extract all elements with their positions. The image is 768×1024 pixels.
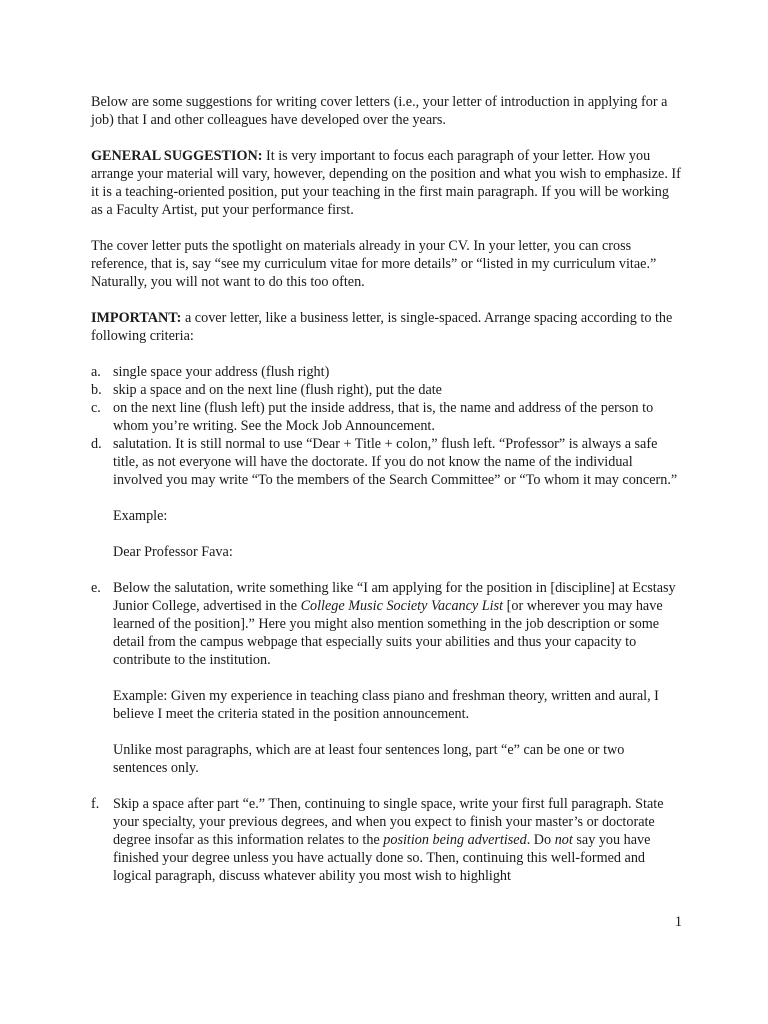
cv-paragraph: The cover letter puts the spotlight on materials already in your CV. In your letter, you can cross reference, that is, say “see my curriculum vitae for more details” or “listed in my curriculum vitae.” Naturally, you will not want to do this too often. xyxy=(91,238,657,290)
list-item-body xyxy=(113,795,681,885)
general-suggestion-text: It is very important to focus each paragraph of your letter. How you arrange your material will vary, however, depending on the position and what you wish to emphasize. If it is a teaching-oriented position, put your teaching in the first main paragraph. If you will be working as a Faculty Artist, put your performance first. xyxy=(91,148,681,218)
emphasis-text: not xyxy=(554,832,573,848)
list-marker: a. xyxy=(91,364,101,380)
list-item-text: skip a space and on the next line (flush right), put the date xyxy=(113,382,442,398)
general-suggestion-paragraph xyxy=(91,147,681,219)
example-label: Example: xyxy=(113,508,168,524)
example-paragraph: Example: Given my experience in teaching class piano and freshman theory, written and aural, I believe I meet the criteria stated in the position announcement. xyxy=(113,688,659,722)
text-run: [or wherever you may have learned of the position].” Here you might also mention something in the job description or some detail from the campus webpage that especially suits your abilities and thus your capacity to contribute to the institution. xyxy=(113,598,663,668)
list-marker: c. xyxy=(91,400,101,416)
text-run: say you have finished your degree unless you have actually done so. Then, continuing this well-formed and logical paragraph, discuss whatever ability you most wish to highlight xyxy=(113,832,651,884)
list-item-body xyxy=(113,579,681,777)
note-paragraph: Unlike most paragraphs, which are at least four sentences long, part “e” can be one or two sentences only. xyxy=(113,742,625,776)
list-item-d xyxy=(91,435,681,561)
list-item-text: single space your address (flush right) xyxy=(113,364,330,380)
list-item-text: salutation. It is still normal to use “Dear + Title + colon,” flush left. “Professor” is always a safe title, as not everyone will have the doctorate. If you do not know the name of the individual involved you may write “To the members of the Search Committee” or “To whom it may concern.” xyxy=(113,436,678,488)
text-run: Below the salutation, write something like “I am applying for the position in [discipline] at Ecstasy Junior College, advertised in the xyxy=(113,580,676,614)
general-suggestion-label: GENERAL SUGGESTION: xyxy=(91,148,263,164)
list-marker: f. xyxy=(91,796,100,812)
list-item-text xyxy=(113,795,681,885)
list-item-text: on the next line (flush left) put the inside address, that is, the name and address of the person to whom you’re writing. See the Mock Job Announcement. xyxy=(113,400,654,434)
list-marker: e. xyxy=(91,580,101,596)
document-body xyxy=(91,93,681,885)
text-run: Skip a space after part “e.” Then, continuing to single space, write your first full paragraph. State your specialty, your previous degrees, and when you expect to finish your master’s or doctorate degree insofar as this information relates to the xyxy=(113,796,664,848)
example-salutation: Dear Professor Fava: xyxy=(113,544,233,560)
list-item-text xyxy=(113,579,681,669)
page-number: 1 xyxy=(674,914,682,930)
text-run: . Do xyxy=(526,832,555,848)
important-label: IMPORTANT: xyxy=(91,310,182,326)
list-marker: b. xyxy=(91,382,102,398)
important-paragraph xyxy=(91,309,681,345)
publication-title: College Music Society Vacancy List xyxy=(300,598,504,614)
list-item-body xyxy=(113,435,681,561)
criteria-list xyxy=(91,363,681,885)
list-item-e xyxy=(91,579,681,777)
important-text: a cover letter, like a business letter, is single-spaced. Arrange spacing according to the following criteria: xyxy=(91,310,673,344)
list-marker: d. xyxy=(91,436,102,452)
emphasis-text: position being advertised xyxy=(383,832,527,848)
intro-paragraph: Below are some suggestions for writing cover letters (i.e., your letter of introduction in applying for a job) that I and other colleagues have developed over the years. xyxy=(91,94,668,128)
list-item-a xyxy=(91,363,681,381)
list-item-f xyxy=(91,795,681,885)
list-item-b xyxy=(91,381,681,399)
list-item-c xyxy=(91,399,681,435)
